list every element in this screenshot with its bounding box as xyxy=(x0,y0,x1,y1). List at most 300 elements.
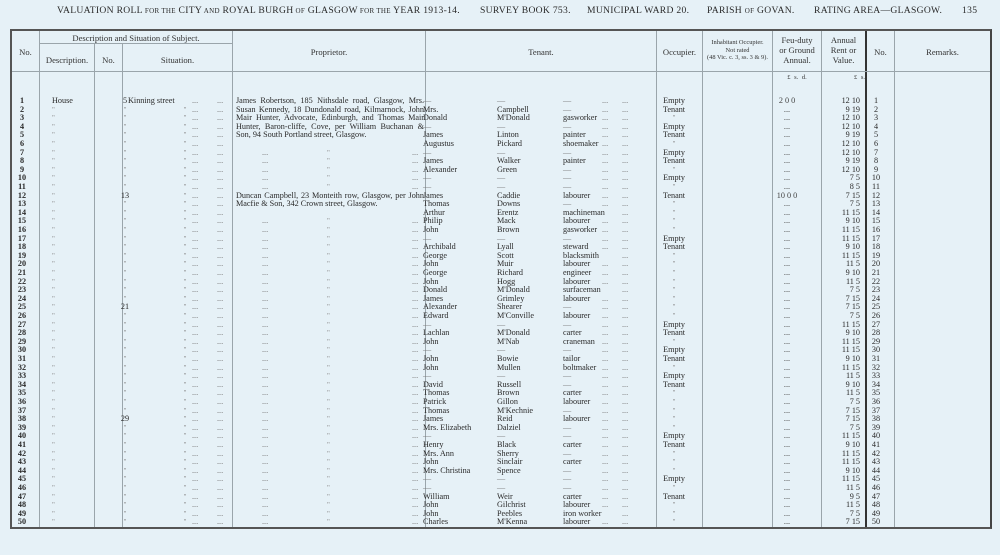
occupier-status: Empty xyxy=(663,233,685,243)
leader-dots: ... xyxy=(262,379,269,389)
situation: " xyxy=(183,251,187,260)
leader-dots: ... xyxy=(192,422,199,432)
leader-dots: ... xyxy=(217,474,224,484)
row-number-right: 27 xyxy=(871,319,881,329)
leader-dots: ... xyxy=(412,336,419,346)
leader-dots: ... xyxy=(412,397,419,406)
feu-duty: ... xyxy=(783,440,791,449)
leader-dots: ... xyxy=(622,405,629,415)
tenant-occupation: labourer xyxy=(563,293,591,303)
leader-dots: ... xyxy=(217,293,224,303)
row-number-right: 37 xyxy=(871,405,881,415)
description: " xyxy=(52,337,55,346)
feu-duty: ... xyxy=(783,121,791,131)
leader-dots: ... xyxy=(412,388,419,398)
leader-dots: ... xyxy=(622,457,629,467)
leader-dots: ... xyxy=(192,362,199,372)
description: " xyxy=(52,251,55,260)
leader-dots: ... xyxy=(192,371,199,381)
tenant-surname: Walker xyxy=(497,156,521,166)
annual-value: 9 19 xyxy=(845,130,860,140)
annual-line3: Value. xyxy=(832,55,855,65)
feu-duty: ... xyxy=(783,233,791,243)
row-number-right: 9 xyxy=(873,164,879,174)
tenant-surname: Gilchrist xyxy=(497,500,526,510)
leader-dots: ... xyxy=(602,336,609,346)
tenant-surname: Muir xyxy=(497,259,514,269)
description: " xyxy=(52,466,55,475)
leader-dots: ... xyxy=(217,96,224,105)
valuation-table xyxy=(10,29,992,529)
tenant-surname: — xyxy=(497,483,506,492)
leader-dots: ... xyxy=(192,164,199,174)
occupier-status: " xyxy=(672,406,676,415)
leader-dots: ... xyxy=(262,311,269,320)
row-number: 5 xyxy=(19,130,25,140)
occupier-status: Empty xyxy=(663,319,685,329)
description: " xyxy=(52,320,55,329)
occupier-status: " xyxy=(672,277,676,286)
row-number: 11 xyxy=(18,182,26,191)
leader-dots: ... xyxy=(192,388,199,398)
proprietor-ditto: " xyxy=(327,372,330,381)
leader-dots: ... xyxy=(217,207,224,217)
proprietor-ditto: " xyxy=(327,260,330,269)
situation: " xyxy=(183,200,187,209)
tenant-surname: Lyall xyxy=(497,242,514,252)
leader-dots: ... xyxy=(412,500,419,510)
annual-value: 11 5 xyxy=(845,371,860,381)
leader-dots: ... xyxy=(262,362,269,372)
proprietor-ditto: " xyxy=(327,415,330,424)
col-annual-value xyxy=(822,35,865,65)
leader-dots: ... xyxy=(622,268,629,277)
tenant-first-name: Thomas xyxy=(423,388,450,398)
leader-dots: ... xyxy=(192,483,199,492)
proprietor-entry: James Robertson, 185 Nithsdale road, Glasgow, Mrs. Susan Kennedy, 18 Dundonald road, Kilmarnock, John Mair Hunter, Advocate, Edinburgh, and Thomas Mair Hunter, Baron-cliffe, Cove, per William Buchanan & Son, 94 South Portland street, Glasgow. xyxy=(236,96,424,140)
proprietor-ditto: " xyxy=(327,234,330,243)
leader-dots: ... xyxy=(217,130,224,140)
feu-duty: ... xyxy=(783,414,791,424)
row-number: 43 xyxy=(17,457,27,467)
leader-dots: ... xyxy=(412,405,419,415)
leader-dots: ... xyxy=(192,319,199,329)
occupier-status: Tenant xyxy=(662,440,686,449)
tenant-occupation: labourer xyxy=(563,397,591,406)
tenant-surname: Russell xyxy=(497,379,522,389)
situation: " xyxy=(183,337,187,346)
situation: " xyxy=(183,165,187,174)
leader-dots: ... xyxy=(412,311,419,320)
proprietor-ditto: " xyxy=(327,406,330,415)
parish xyxy=(707,5,795,16)
property-number: " xyxy=(123,286,127,295)
property-number: 5 xyxy=(122,96,128,105)
tenant-surname: M'Conville xyxy=(497,311,534,320)
leader-dots: ... xyxy=(192,259,199,269)
leader-dots: ... xyxy=(262,371,269,381)
leader-dots: ... xyxy=(622,173,629,183)
situation: " xyxy=(183,458,187,467)
tenant-surname: M'Kechnie xyxy=(497,405,534,415)
row-number-right: 22 xyxy=(871,276,881,286)
occupier-status: Empty xyxy=(663,474,685,484)
leader-dots: ... xyxy=(622,182,629,191)
situation: " xyxy=(183,105,187,114)
feu-duty: ... xyxy=(783,207,791,217)
description: " xyxy=(52,346,55,355)
occupier-status: Empty xyxy=(663,147,685,157)
tenant-first-name: John xyxy=(423,354,439,363)
leader-dots: ... xyxy=(262,500,269,510)
occupier-status: " xyxy=(672,165,676,174)
leader-dots: ... xyxy=(622,250,629,260)
description: " xyxy=(52,294,55,303)
tenant-first-name: — xyxy=(423,483,432,492)
tenant-surname: Shearer xyxy=(497,302,523,312)
proprietor-ditto: " xyxy=(327,329,330,338)
property-number: " xyxy=(123,226,127,234)
occupier-status: " xyxy=(672,363,676,372)
description: " xyxy=(52,398,55,406)
col-no2: No. xyxy=(874,47,887,57)
situation: " xyxy=(183,260,187,269)
feu-duty: ... xyxy=(783,302,791,312)
description: " xyxy=(52,191,55,200)
row-number-right: 43 xyxy=(871,457,881,467)
tenant-occupation: carter xyxy=(563,457,582,467)
proprietor-ditto: " xyxy=(327,518,330,527)
leader-dots: ... xyxy=(262,285,269,295)
situation: " xyxy=(183,234,187,243)
row-number: 42 xyxy=(17,448,27,458)
row-number: 20 xyxy=(17,259,27,269)
leader-dots: ... xyxy=(602,113,609,123)
leader-dots: ... xyxy=(262,388,269,398)
leader-dots: ... xyxy=(412,268,419,277)
annual-value: 12 10 xyxy=(841,113,860,123)
leader-dots: ... xyxy=(622,216,629,226)
annual-value: 7 15 xyxy=(845,517,860,527)
leader-dots: ... xyxy=(412,448,419,458)
leader-dots: ... xyxy=(192,508,199,518)
leader-dots: ... xyxy=(192,207,199,217)
title-fragment: ROYAL BURGH xyxy=(219,5,294,16)
leader-dots: ... xyxy=(622,113,629,123)
tenant-surname: — xyxy=(497,233,506,243)
leader-dots: ... xyxy=(262,164,269,174)
annual-value: 11 5 xyxy=(845,483,860,492)
tenant-surname: — xyxy=(497,431,506,441)
leader-dots: ... xyxy=(262,268,269,277)
leader-dots: ... xyxy=(602,233,609,243)
tenant-surname: M'Donald xyxy=(497,328,530,338)
row-number: 47 xyxy=(17,491,27,501)
leader-dots: ... xyxy=(602,156,609,166)
title-fragment: AND xyxy=(202,7,220,15)
feu-duty: ... xyxy=(783,250,791,260)
leader-dots: ... xyxy=(192,190,199,200)
description: " xyxy=(52,148,55,157)
leader-dots: ... xyxy=(622,397,629,406)
row-number-right: 7 xyxy=(873,147,879,157)
row-number-right: 14 xyxy=(871,207,881,217)
leader-dots: ... xyxy=(262,345,269,355)
annual-value: 11 15 xyxy=(841,336,860,346)
row-number: 48 xyxy=(17,500,27,510)
situation: " xyxy=(183,423,187,432)
feu-duty: ... xyxy=(783,164,791,174)
situation: " xyxy=(183,269,187,277)
tenant-occupation: carter xyxy=(563,388,582,398)
feu-duty: ... xyxy=(783,491,791,501)
title-fragment: FOR THE xyxy=(142,7,176,15)
row-number: 8 xyxy=(19,156,25,166)
annual-value: 11 15 xyxy=(841,207,860,217)
tenant-first-name: — xyxy=(423,182,432,191)
row-number-right: 31 xyxy=(871,354,881,363)
proprietor-ditto: " xyxy=(327,277,330,286)
proprietor-ditto: " xyxy=(327,320,330,329)
leader-dots: ... xyxy=(262,414,269,424)
tenant-first-name: — xyxy=(423,96,432,105)
leader-dots: ... xyxy=(217,216,224,226)
tenant-occupation: — xyxy=(563,345,572,355)
leader-dots: ... xyxy=(602,259,609,269)
description: " xyxy=(52,131,55,140)
row-number-right: 10 xyxy=(871,173,881,183)
tenant-first-name: John xyxy=(423,276,439,286)
tenant-surname: Reid xyxy=(497,414,513,424)
annual-value: 12 10 xyxy=(841,96,860,105)
leader-dots: ... xyxy=(217,328,224,338)
occupier-status: " xyxy=(672,140,676,148)
tenant-occupation: labourer xyxy=(563,414,591,424)
leader-dots: ... xyxy=(217,388,224,398)
row-number-right: 18 xyxy=(871,242,881,252)
tenant-first-name: George xyxy=(423,268,447,277)
situation: " xyxy=(183,449,187,458)
tenant-first-name: — xyxy=(423,371,432,381)
situation: " xyxy=(183,174,187,183)
col-desc-group: Description and Situation of Subject. xyxy=(72,33,200,43)
row-number: 24 xyxy=(17,293,27,303)
tenant-surname: Brown xyxy=(497,388,520,398)
occupier-status: " xyxy=(672,114,676,123)
leader-dots: ... xyxy=(217,371,224,381)
description: " xyxy=(52,492,55,501)
property-number: " xyxy=(123,372,127,381)
tenant-occupation: labourer xyxy=(563,276,591,286)
leader-dots: ... xyxy=(217,182,224,191)
leader-dots: ... xyxy=(217,362,224,372)
tenant-first-name: John xyxy=(423,500,439,510)
annual-value: 11 15 xyxy=(841,431,860,441)
row-number: 21 xyxy=(17,268,27,277)
tenant-occupation: painter xyxy=(563,156,586,166)
tenant-occupation: carter xyxy=(563,491,582,501)
occupier-status: " xyxy=(672,458,676,467)
tenant-occupation: machineman xyxy=(563,207,605,217)
tenant-surname: Grimley xyxy=(497,293,525,303)
tenant-occupation: — xyxy=(563,164,572,174)
tenant-first-name: John xyxy=(423,336,439,346)
property-number: " xyxy=(123,174,127,183)
row-number: 13 xyxy=(17,199,27,209)
situation: " xyxy=(183,406,187,415)
roll-title xyxy=(57,5,460,16)
tenant-surname: Mack xyxy=(497,216,516,226)
tenant-occupation: — xyxy=(563,104,572,114)
leader-dots: ... xyxy=(217,448,224,458)
situation: " xyxy=(183,226,187,234)
annual-value: 12 10 xyxy=(841,147,860,157)
description: " xyxy=(52,475,55,484)
tenant-first-name: — xyxy=(423,319,432,329)
description: " xyxy=(52,303,55,312)
leader-dots: ... xyxy=(602,465,609,475)
situation: " xyxy=(183,501,187,510)
feu-duty: ... xyxy=(783,345,791,355)
tenant-surname: — xyxy=(497,173,506,183)
leader-dots: ... xyxy=(412,164,419,174)
tenant-surname: — xyxy=(497,345,506,355)
tenant-occupation: — xyxy=(563,121,572,131)
occupier-status: " xyxy=(672,286,676,295)
feu-duty: ... xyxy=(783,259,791,269)
leader-dots: ... xyxy=(192,113,199,123)
row-number: 30 xyxy=(17,345,27,355)
description: " xyxy=(52,363,55,372)
leader-dots: ... xyxy=(217,414,224,424)
occupier-status: " xyxy=(672,415,676,424)
row-number-right: 44 xyxy=(871,465,881,475)
situation: " xyxy=(183,243,187,252)
leader-dots: ... xyxy=(262,216,269,226)
row-number: 37 xyxy=(17,405,27,415)
leader-dots: ... xyxy=(622,517,629,527)
tenant-first-name: John xyxy=(423,362,439,372)
row-number-right: 11 xyxy=(872,182,880,191)
situation: " xyxy=(183,380,187,389)
proprietor-ditto: " xyxy=(327,398,330,406)
property-number: " xyxy=(123,243,127,252)
leader-dots: ... xyxy=(217,500,224,510)
feu-duty: ... xyxy=(783,457,791,467)
leader-dots: ... xyxy=(192,121,199,131)
tenant-surname: Green xyxy=(497,164,518,174)
parish-prefix: PARISH xyxy=(707,5,743,16)
occupier-status: Tenant xyxy=(662,354,686,363)
leader-dots: ... xyxy=(622,139,629,148)
property-number: " xyxy=(123,406,127,415)
row-number: 39 xyxy=(17,422,27,432)
leader-dots: ... xyxy=(622,362,629,372)
leader-dots: ... xyxy=(622,121,629,131)
row-number-right: 29 xyxy=(871,336,881,346)
leader-dots: ... xyxy=(217,268,224,277)
leader-dots: ... xyxy=(192,96,199,105)
proprietor-ditto: " xyxy=(327,423,330,432)
row-number-right: 16 xyxy=(871,225,881,234)
situation: " xyxy=(183,183,187,191)
leader-dots: ... xyxy=(412,362,419,372)
leader-dots: ... xyxy=(622,328,629,338)
row-number-right: 6 xyxy=(873,139,879,148)
description: " xyxy=(52,243,55,252)
annual-value: 12 10 xyxy=(841,121,860,131)
property-number: " xyxy=(123,208,127,217)
tenant-occupation: — xyxy=(563,302,572,312)
leader-dots: ... xyxy=(602,457,609,467)
leader-dots: ... xyxy=(262,276,269,286)
property-number: " xyxy=(123,458,127,467)
property-number: " xyxy=(123,423,127,432)
leader-dots: ... xyxy=(192,216,199,226)
property-number: " xyxy=(123,320,127,329)
leader-dots: ... xyxy=(622,242,629,252)
inhabitant-line2: Not rated xyxy=(725,46,750,54)
leader-dots: ... xyxy=(622,130,629,140)
leader-dots: ... xyxy=(602,379,609,389)
feu-duty: 2 0 0 xyxy=(778,96,796,105)
row-number: 3 xyxy=(19,113,25,123)
leader-dots: ... xyxy=(412,302,419,312)
leader-dots: ... xyxy=(192,397,199,406)
rule xyxy=(12,71,990,72)
leader-dots: ... xyxy=(622,440,629,449)
occupier-status: " xyxy=(672,226,676,234)
title-fragment: OF xyxy=(293,7,306,15)
proprietor-ditto: " xyxy=(327,389,330,398)
leader-dots: ... xyxy=(192,182,199,191)
row-number: 29 xyxy=(17,336,27,346)
tenant-occupation: engineer xyxy=(563,268,592,277)
leader-dots: ... xyxy=(192,431,199,441)
leader-dots: ... xyxy=(412,182,419,191)
leader-dots: ... xyxy=(602,345,609,355)
proprietor-ditto: " xyxy=(327,458,330,467)
leader-dots: ... xyxy=(412,250,419,260)
situation: " xyxy=(183,148,187,157)
leader-dots: ... xyxy=(217,225,224,234)
description: " xyxy=(52,122,55,131)
feu-line2: or Ground xyxy=(779,45,815,55)
description: " xyxy=(52,389,55,398)
proprietor-ditto: " xyxy=(327,226,330,234)
feu-duty: ... xyxy=(783,139,791,148)
feu-units: £ s. d. xyxy=(787,74,807,81)
col-inhabitant xyxy=(703,39,772,62)
annual-units: £ s. xyxy=(853,74,865,81)
tenant-surname: Sinclair xyxy=(497,457,523,467)
description: " xyxy=(52,226,55,234)
tenant-first-name: Patrick xyxy=(423,397,447,406)
row-number-right: 15 xyxy=(871,216,881,226)
row-number: 22 xyxy=(17,276,27,286)
property-number: " xyxy=(123,269,127,277)
leader-dots: ... xyxy=(217,379,224,389)
tenant-surname: Weir xyxy=(497,491,513,501)
proprietor-ditto: " xyxy=(327,509,330,518)
situation: " xyxy=(183,294,187,303)
annual-value: 7 15 xyxy=(845,293,860,303)
row-number: 10 xyxy=(17,173,27,183)
situation: " xyxy=(183,441,187,449)
leader-dots: ... xyxy=(622,336,629,346)
tenant-occupation: — xyxy=(563,474,572,484)
annual-value: 11 5 xyxy=(845,259,860,269)
